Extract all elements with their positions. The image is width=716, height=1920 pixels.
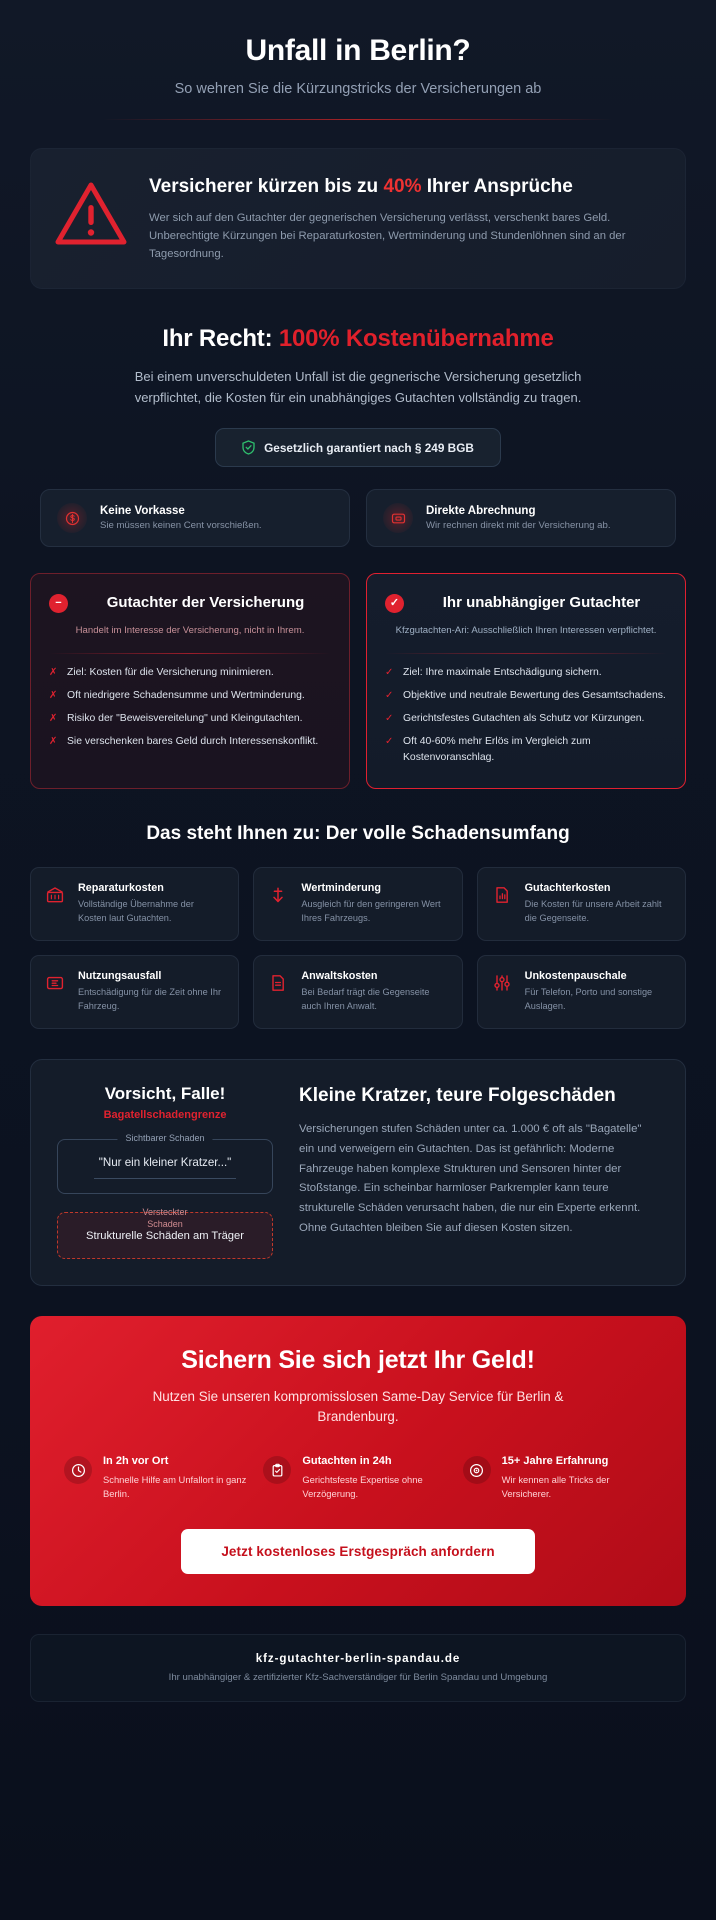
list-item-text: Gerichtsfestes Gutachten als Schutz vor Kürzungen. <box>403 712 645 724</box>
visible-damage-box <box>57 1133 273 1194</box>
entitlement-desc: Bei Bedarf trägt die Gegenseite auch Ihren Anwalt. <box>301 987 430 1012</box>
check-circle-icon: ✓ <box>385 594 404 613</box>
cta-feature-text <box>502 1454 652 1501</box>
cross-marker: ✗ <box>49 736 58 748</box>
hidden-damage-value: Strukturelle Schäden am Träger <box>86 1230 244 1243</box>
entitlement-title: Reparaturkosten <box>78 882 164 895</box>
entitlement-text <box>301 970 447 1014</box>
cta-feature-in-2h-vor-ort <box>64 1454 253 1501</box>
minus-circle-icon: − <box>49 594 68 613</box>
comparison-lede: Handelt im Interesse der Versicherung, nicht in Ihrem. <box>75 625 305 637</box>
entitlement-desc: Für Telefon, Porto und sonstige Auslagen. <box>524 987 653 1012</box>
entitlement-card-anwaltskosten <box>253 955 462 1029</box>
cross-marker: ✗ <box>49 712 58 724</box>
check-marker: ✓ <box>385 712 394 724</box>
no-cash-icon <box>57 503 87 533</box>
list-item-text: Objektive und neutrale Bewertung des Gesamtschadens. <box>403 689 666 701</box>
list-item-text: Risiko der "Beweisvereitelung" und Kleingutachten. <box>67 712 303 724</box>
shield-check-icon <box>242 440 255 455</box>
list-item <box>385 658 667 681</box>
comparison-card-insurance-expert <box>30 573 350 789</box>
entitlement-desc: Entschädigung für die Zeit ohne Ihr Fahrzeug. <box>78 987 222 1012</box>
trap-section <box>0 1029 716 1285</box>
entitlement-card-nutzungsausfall <box>30 955 239 1029</box>
trap-title: Vorsicht, Falle! <box>104 1084 226 1104</box>
cta-feature-15-jahre-erfahrung <box>463 1454 652 1501</box>
cta-feature-title: Gutachten in 24h <box>302 1455 392 1468</box>
cta-feature-gutachten-in-24h <box>263 1454 452 1501</box>
right-title <box>30 325 686 353</box>
right-title-highlight: 100% Kostenübernahme <box>278 324 554 352</box>
mini-card-title: Direkte Abrechnung <box>426 505 536 518</box>
check-marker: ✓ <box>385 666 394 678</box>
legal-guarantee-label: Gesetzlich garantiert nach § 249 BGB <box>264 440 474 455</box>
eye-target-icon <box>463 1456 491 1484</box>
entitlement-card-gutachterkosten <box>477 867 686 941</box>
comparison-lede: Kfzgutachten-Ari: Ausschließlich Ihren Interessen verpflichtet. <box>395 625 657 637</box>
list-item-text: Ziel: Ihre maximale Entschädigung sichern. <box>403 666 602 678</box>
entitlement-title: Anwaltskosten <box>301 970 378 983</box>
warning-heading-after: Ihrer Ansprüche <box>421 175 573 197</box>
footer-tagline: Ihr unabhängiger & zertifizierter Kfz-Sachverständiger für Berlin Spandau und Umgebung <box>168 1672 548 1684</box>
clock-icon <box>64 1456 92 1484</box>
page-title: Unfall in Berlin? <box>245 34 471 67</box>
entitlement-grid <box>30 867 686 1029</box>
comparison-list <box>385 658 667 767</box>
mini-cards <box>0 467 716 547</box>
hidden-damage-box <box>57 1207 273 1258</box>
right-paragraph: Bei einem unverschuldeten Unfall ist die gegnerische Versicherung gesetzlich verpflichtet, die Kosten für ein unabhängiges Gutachten vollständig zu tragen. <box>134 368 582 405</box>
cta-feature-text <box>103 1454 253 1501</box>
right-title-plain: Ihr Recht: <box>162 324 279 352</box>
entitlement-text <box>525 970 671 1014</box>
report-chart-icon <box>492 882 514 910</box>
list-item-text: Oft 40-60% mehr Erlös im Vergleich zum Kostenvoranschlag. <box>403 736 591 764</box>
entitlement-title: Wertminderung <box>301 882 381 895</box>
list-item <box>49 704 331 727</box>
visible-damage-value: "Nur ein kleiner Kratzer..." <box>98 1156 232 1170</box>
entitlement-section <box>0 789 716 1029</box>
mini-card-title: Keine Vorkasse <box>100 505 185 518</box>
entitlement-desc: Vollständige Übernahme der Kosten laut Gutachten. <box>78 899 194 924</box>
bank-icon <box>45 882 67 910</box>
list-item <box>49 727 331 750</box>
cta-feature-title: 15+ Jahre Erfahrung <box>501 1455 609 1468</box>
direct-billing-icon <box>383 503 413 533</box>
comparison-section <box>0 547 716 789</box>
warning-triangle-icon <box>53 171 129 249</box>
cta-lead: Nutzen Sie unseren kompromisslosen Same-Day Service für Berlin & Brandenburg. <box>152 1388 564 1425</box>
trap-diagram <box>57 1084 273 1258</box>
check-marker: ✓ <box>385 736 394 748</box>
mini-card-text <box>100 505 262 531</box>
entitlement-heading: Das steht Ihnen zu: Der volle Schadensumfang <box>146 823 570 845</box>
comparison-divider <box>385 653 667 654</box>
entitlement-text <box>525 882 671 926</box>
comparison-list <box>49 658 331 751</box>
cta-button[interactable]: Jetzt kostenloses Erstgespräch anfordern <box>181 1529 534 1574</box>
list-item <box>385 704 667 727</box>
trap-card <box>30 1059 686 1285</box>
cta-section <box>0 1286 716 1607</box>
cta-feature-text <box>302 1454 452 1501</box>
mini-card-direkte-abrechnung <box>366 489 676 547</box>
legal-guarantee-badge <box>215 428 501 467</box>
mini-card-desc: Wir rechnen direkt mit der Versicherung ab. <box>426 520 611 532</box>
entitlement-title: Unkostenpauschale <box>524 970 627 983</box>
mini-card-desc: Sie müssen keinen Cent vorschießen. <box>100 520 262 532</box>
cta-card <box>30 1316 686 1607</box>
value-down-icon <box>268 882 290 910</box>
cta-feature-desc: Wir kennen alle Tricks der Versicherer. <box>501 1473 610 1499</box>
warning-heading-before: Versicherer kürzen bis zu <box>149 175 384 197</box>
page-subtitle: So wehren Sie die Kürzungstricks der Versicherungen ab <box>174 80 542 97</box>
trap-explanation <box>299 1084 659 1238</box>
entitlement-text <box>301 882 447 926</box>
comparison-head <box>49 594 331 613</box>
list-item <box>385 681 667 704</box>
trap-heading: Kleine Kratzer, teure Folgeschäden <box>299 1085 616 1107</box>
entitlement-text <box>78 970 224 1014</box>
warning-heading <box>149 175 661 199</box>
list-item <box>385 727 667 766</box>
sliders-icon <box>492 970 514 998</box>
entitlement-card-wertminderung <box>253 867 462 941</box>
cta-feature-desc: Gerichtsfeste Expertise ohne Verzögerung. <box>302 1473 423 1499</box>
warning-card <box>30 148 686 289</box>
comparison-title: Gutachter der Versicherung <box>106 594 305 612</box>
visible-damage-legend: Sichtbarer Schaden <box>117 1133 212 1143</box>
car-rental-icon <box>45 970 67 998</box>
trap-paragraph: Versicherungen stufen Schäden unter ca. 1.000 € oft als "Bagatelle" ein und verweigern ein Gutachten. Das ist gefährlich: Moderne Fahrzeuge haben komplexe Strukturen und Sensoren hinter der Stoßstange. Ein scheinbar harmloser Parkrempler kann teure strukturelle Schäden verursacht haben, die nur ein Experte erkennt. Ohne Gutachten bleiben Sie auf diesen Kosten sitzen. <box>299 1123 642 1234</box>
right-section <box>0 289 716 468</box>
comparison-card-independent-expert <box>366 573 686 789</box>
list-item <box>49 681 331 704</box>
footer-domain: kfz-gutachter-berlin-spandau.de <box>255 1652 461 1666</box>
warning-heading-highlight: 40% <box>383 175 422 197</box>
cta-heading: Sichern Sie sich jetzt Ihr Geld! <box>181 1345 535 1374</box>
warning-section <box>0 120 716 289</box>
entitlement-desc: Ausgleich für den geringeren Wert Ihres Fahrzeugs. <box>301 899 441 924</box>
hidden-damage-legend: Versteckter Schaden <box>142 1207 188 1229</box>
cross-marker: ✗ <box>49 689 58 701</box>
mini-card-keine-vorkasse <box>40 489 350 547</box>
list-item-text: Ziel: Kosten für die Versicherung minimieren. <box>67 666 274 678</box>
entitlement-title: Gutachterkosten <box>524 882 611 895</box>
warning-text <box>149 171 661 264</box>
list-item <box>49 658 331 681</box>
entitlement-desc: Die Kosten für unsere Arbeit zahlt die Gegenseite. <box>524 899 662 924</box>
comparison-divider <box>49 653 331 654</box>
list-item-text: Oft niedrigere Schadensumme und Wertminderung. <box>67 689 305 701</box>
list-item-text: Sie verschenken bares Geld durch Interessenskonflikt. <box>67 736 319 748</box>
entitlement-title: Nutzungsausfall <box>78 970 162 983</box>
entitlement-card-unkostenpauschale <box>477 955 686 1029</box>
visible-damage-underline <box>94 1178 236 1179</box>
cta-features <box>64 1454 652 1501</box>
comparison-head <box>385 594 667 613</box>
cta-feature-desc: Schnelle Hilfe am Unfallort in ganz Berlin. <box>103 1473 247 1499</box>
cross-marker: ✗ <box>49 666 58 678</box>
clipboard-check-icon <box>263 1456 291 1484</box>
footer-card <box>30 1634 686 1702</box>
mini-card-text <box>426 505 611 531</box>
entitlement-card-reparaturkosten <box>30 867 239 941</box>
hero-section <box>0 0 716 120</box>
check-marker: ✓ <box>385 689 394 701</box>
document-icon <box>268 970 290 998</box>
entitlement-text <box>78 882 224 926</box>
cta-feature-title: In 2h vor Ort <box>103 1455 169 1468</box>
comparison-title: Ihr unabhängiger Gutachter <box>442 594 641 612</box>
footer-section <box>0 1606 716 1726</box>
trap-subtitle: Bagatellschadengrenze <box>103 1109 227 1122</box>
warning-body: Wer sich auf den Gutachter der gegnerischen Versicherung verlässt, verschenkt bares Geld. Unberechtigte Kürzungen bei Reparaturkosten, Wertminderung und Stundenlöhnen sind an der Tagesordnung. <box>149 211 626 261</box>
